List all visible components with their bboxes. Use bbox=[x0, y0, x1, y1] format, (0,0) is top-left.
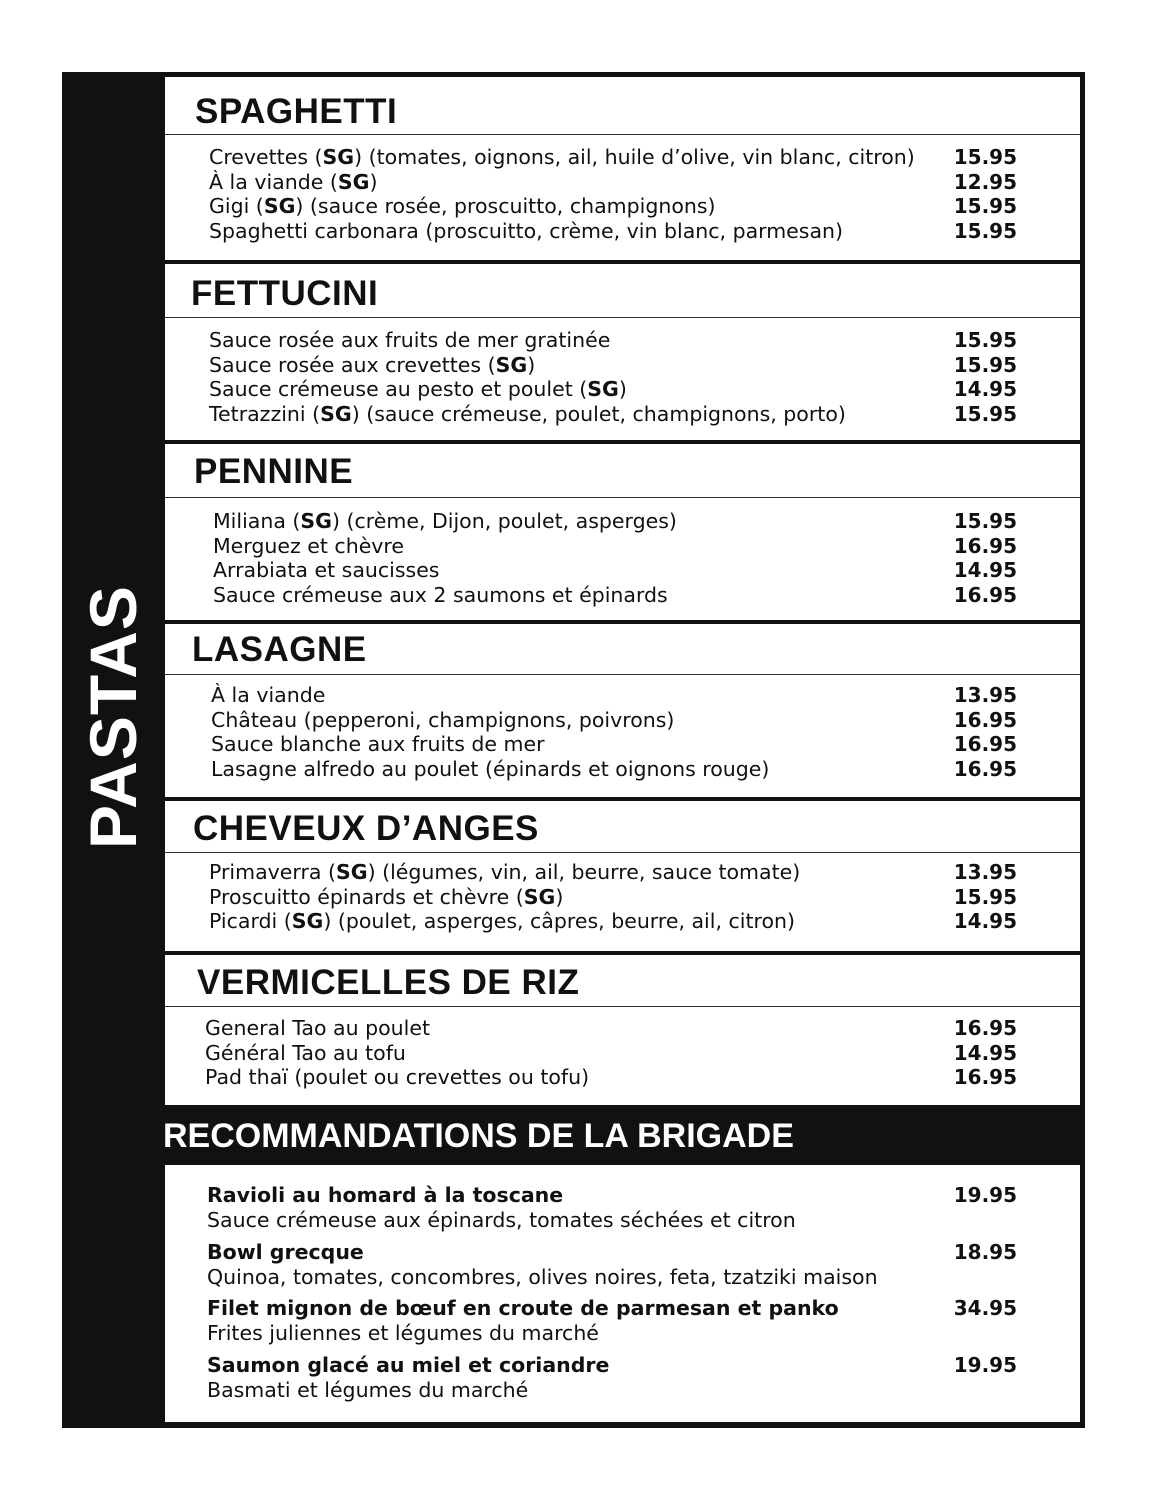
menu-item bbox=[209, 328, 610, 353]
menu-item-price: 15.95 bbox=[953, 884, 1017, 909]
menu-item-name: Sauce crémeuse aux 2 saumons et épinards bbox=[213, 582, 668, 607]
menu-item-name: Pad thaï (poulet ou crevettes ou tofu) bbox=[205, 1065, 590, 1090]
menu-item-price: 16.95 bbox=[953, 707, 1017, 732]
menu-item bbox=[209, 885, 563, 910]
gluten-free-tag: SG bbox=[337, 169, 370, 194]
menu-item-name: Arrabiata et saucisses bbox=[213, 558, 440, 583]
menu-item bbox=[211, 708, 674, 733]
menu-item-name: Sauce rosée aux fruits de mer gratinée bbox=[209, 328, 611, 352]
menu-item-price: 15.95 bbox=[953, 401, 1017, 426]
menu-item-price: 16.95 bbox=[953, 1016, 1017, 1040]
menu-item-name: Gigi ( bbox=[209, 194, 264, 219]
menu-item-price: 15.95 bbox=[953, 145, 1017, 169]
section-divider bbox=[165, 1006, 1080, 1007]
menu-item-name: Sauce rosée aux crevettes ( bbox=[209, 352, 496, 377]
menu-item-price: 16.95 bbox=[953, 582, 1017, 607]
menu-item-price: 14.95 bbox=[953, 377, 1017, 402]
menu-item bbox=[205, 1041, 406, 1066]
menu-item-price: 16.95 bbox=[953, 1065, 1017, 1090]
recommendation-price: 19.95 bbox=[953, 1183, 1017, 1207]
section-fettucini bbox=[165, 264, 1080, 440]
menu-item bbox=[209, 860, 800, 885]
gluten-free-tag: SG bbox=[322, 145, 355, 169]
recommendation-description: Frites juliennes et légumes du marché bbox=[207, 1321, 599, 1345]
menu-item-details: ) (crème, Dijon, poulet, asperges) bbox=[332, 509, 677, 533]
menu-item-name: À la viande bbox=[211, 683, 326, 707]
menu-item-details: ) bbox=[618, 377, 627, 402]
menu-item bbox=[209, 170, 377, 195]
menu-item bbox=[209, 353, 535, 378]
menu-item-details: ) bbox=[369, 169, 378, 194]
menu-item bbox=[211, 732, 545, 757]
menu-item-name: Picardi ( bbox=[209, 909, 292, 934]
menu-item-price: 15.95 bbox=[953, 509, 1017, 533]
menu-item-name: Général Tao au tofu bbox=[205, 1040, 406, 1065]
menu-item-name: Crevettes ( bbox=[209, 145, 323, 169]
menu-item-name: Merguez et chèvre bbox=[213, 533, 405, 558]
recommendation-description: Sauce crémeuse aux épinards, tomates séchées et citron bbox=[207, 1208, 796, 1232]
menu-item-name: À la viande ( bbox=[209, 169, 338, 194]
menu-item-price: 14.95 bbox=[953, 909, 1017, 934]
menu-item-name: Miliana ( bbox=[213, 509, 301, 533]
category-title: PASTAS bbox=[76, 585, 150, 849]
section-title: VERMICELLES DE RIZ bbox=[197, 963, 580, 1002]
section-title: FETTUCINI bbox=[191, 274, 379, 313]
menu-item bbox=[209, 909, 795, 934]
section-spaghetti bbox=[165, 77, 1080, 260]
menu-item bbox=[213, 509, 677, 534]
menu-item-name: Primaverra ( bbox=[209, 860, 336, 884]
menu-item-name: General Tao au poulet bbox=[205, 1016, 431, 1040]
menu-item-details: ) (poulet, asperges, câpres, beurre, ail, citron) bbox=[323, 909, 795, 934]
recommendation-name: Filet mignon de bœuf en croute de parmesan et panko bbox=[207, 1296, 839, 1320]
menu-item bbox=[213, 534, 404, 559]
menu-item bbox=[211, 757, 769, 782]
menu-item-details: ) (sauce crémeuse, poulet, champignons, porto) bbox=[351, 401, 846, 426]
section-divider bbox=[165, 852, 1080, 853]
section-vermicelles-de-riz bbox=[165, 955, 1080, 1105]
gluten-free-tag: SG bbox=[263, 194, 296, 219]
gluten-free-tag: SG bbox=[523, 884, 556, 909]
menu-item-price: 15.95 bbox=[953, 218, 1017, 243]
menu-item-price: 15.95 bbox=[953, 194, 1017, 219]
gluten-free-tag: SG bbox=[335, 860, 368, 884]
section-cheveux-d-anges bbox=[165, 801, 1080, 951]
section-title: PENNINE bbox=[194, 452, 354, 491]
section-lasagne bbox=[165, 624, 1080, 797]
menu-item-name: Lasagne alfredo au poulet (épinards et oignons rouge) bbox=[211, 756, 770, 781]
gluten-free-tag: SG bbox=[320, 401, 352, 426]
menu-item bbox=[205, 1065, 589, 1090]
menu-item-details: ) bbox=[527, 352, 536, 377]
section-divider bbox=[165, 134, 1080, 135]
menu-item bbox=[205, 1016, 430, 1041]
menu-item-details: ) bbox=[555, 884, 564, 909]
section-title: LASAGNE bbox=[192, 630, 367, 669]
menu-item-details: ) (légumes, vin, ail, beurre, sauce tomate) bbox=[367, 860, 801, 884]
gluten-free-tag: SG bbox=[587, 377, 619, 402]
menu-item-price: 16.95 bbox=[953, 533, 1017, 558]
menu-item-name: Sauce crémeuse au pesto et poulet ( bbox=[209, 377, 588, 402]
recommendation-description: Quinoa, tomates, concombres, olives noires, feta, tzatziki maison bbox=[207, 1265, 878, 1289]
gluten-free-tag: SG bbox=[300, 509, 332, 533]
menu-item-name: Sauce blanche aux fruits de mer bbox=[211, 732, 545, 757]
menu-item-price: 14.95 bbox=[953, 1040, 1017, 1065]
menu-item-price: 16.95 bbox=[953, 732, 1017, 757]
section-pennine bbox=[165, 444, 1080, 620]
menu-item bbox=[213, 558, 440, 583]
recommendation-name: Bowl grecque bbox=[207, 1240, 364, 1264]
recommendation-price: 34.95 bbox=[953, 1296, 1017, 1320]
menu-item bbox=[209, 194, 716, 219]
menu-item-price: 12.95 bbox=[953, 169, 1017, 194]
menu-item-price: 13.95 bbox=[953, 860, 1017, 884]
menu-item-price: 14.95 bbox=[953, 558, 1017, 583]
menu-item bbox=[213, 583, 668, 608]
menu-item-name: Spaghetti carbonara (proscuitto, crème, vin blanc, parmesan) bbox=[209, 218, 844, 243]
menu-item bbox=[211, 683, 325, 708]
section-divider bbox=[165, 674, 1080, 675]
recommendation-description: Basmati et légumes du marché bbox=[207, 1378, 529, 1402]
menu-item-name: Tetrazzini ( bbox=[209, 401, 321, 426]
section-title: CHEVEUX D’ANGES bbox=[193, 809, 539, 848]
menu-item bbox=[209, 219, 843, 244]
menu-item-details: ) (sauce rosée, proscuitto, champignons) bbox=[295, 194, 716, 219]
section-title: SPAGHETTI bbox=[195, 92, 398, 131]
menu-item bbox=[209, 402, 846, 427]
menu-item-price: 15.95 bbox=[953, 352, 1017, 377]
recommendation-name: Saumon glacé au miel et coriandre bbox=[207, 1353, 610, 1377]
recommendation-name: Ravioli au homard à la toscane bbox=[207, 1183, 564, 1207]
menu-item bbox=[209, 377, 627, 402]
section-divider bbox=[165, 317, 1080, 318]
menu-item-price: 15.95 bbox=[953, 328, 1017, 352]
gluten-free-tag: SG bbox=[291, 909, 324, 934]
menu-item-price: 13.95 bbox=[953, 683, 1017, 707]
recommendations-title: RECOMMANDATIONS DE LA BRIGADE bbox=[163, 1117, 794, 1155]
menu-item-price: 16.95 bbox=[953, 756, 1017, 781]
section-divider bbox=[165, 497, 1080, 498]
menu-item-details: ) (tomates, oignons, ail, huile d’olive, vin blanc, citron) bbox=[354, 145, 915, 169]
gluten-free-tag: SG bbox=[495, 352, 528, 377]
recommendation-price: 19.95 bbox=[953, 1353, 1017, 1377]
recommendation-price: 18.95 bbox=[953, 1240, 1017, 1264]
menu-item-name: Château (pepperoni, champignons, poivrons) bbox=[211, 707, 675, 732]
menu-item bbox=[209, 145, 915, 170]
recommendations-panel bbox=[165, 1165, 1080, 1422]
menu-item-name: Proscuitto épinards et chèvre ( bbox=[209, 884, 524, 909]
